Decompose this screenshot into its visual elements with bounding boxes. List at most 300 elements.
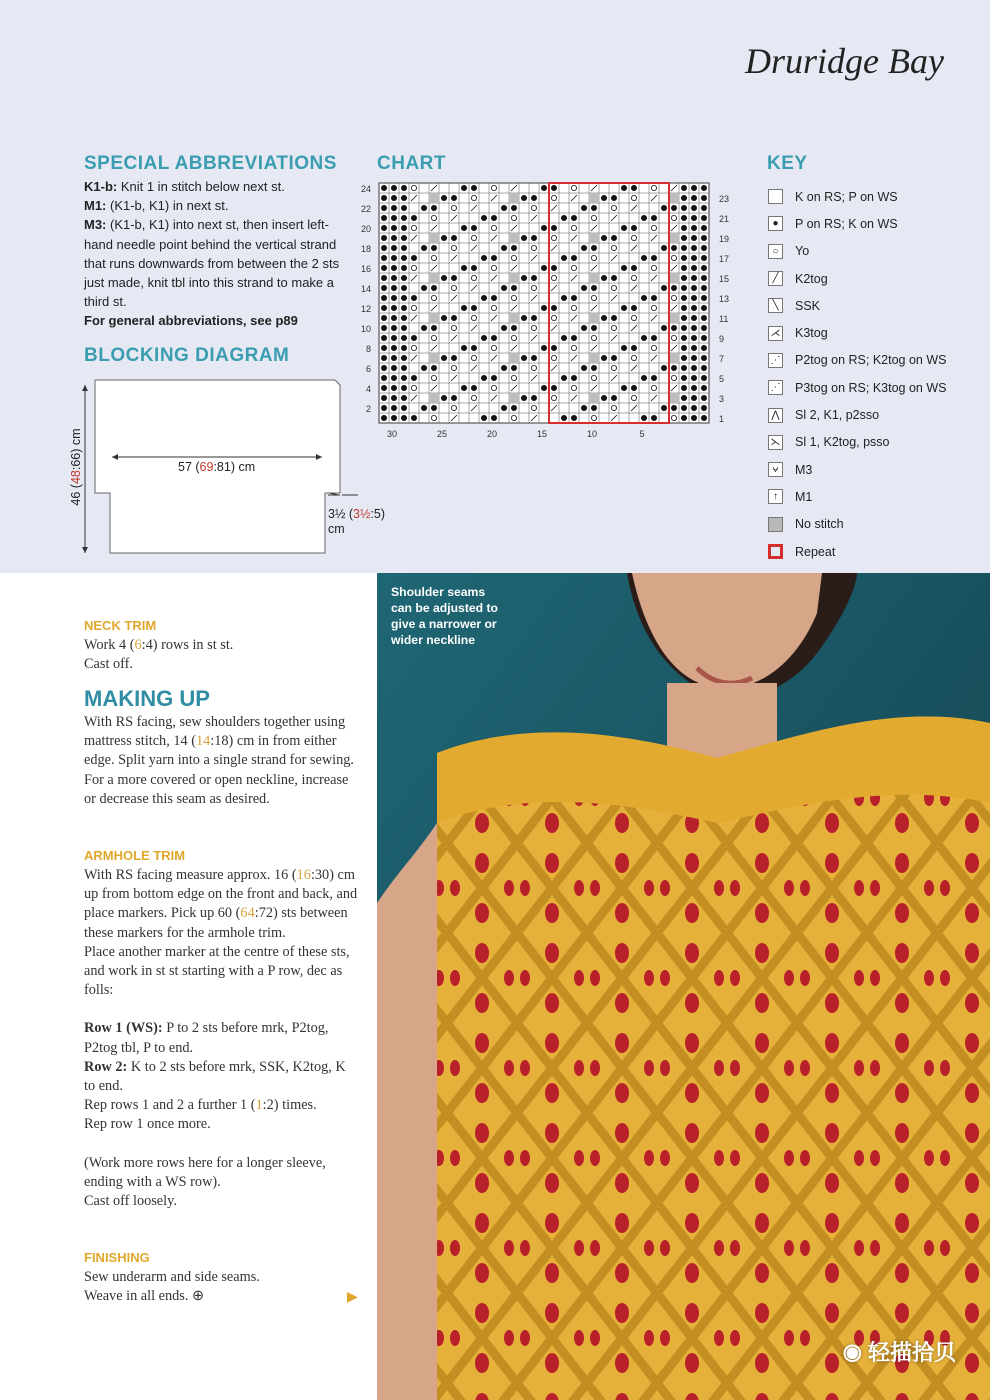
chart-row-label: 18 bbox=[360, 244, 371, 254]
key-symbol-icon: ╱ bbox=[768, 271, 783, 286]
chart-row-label: 7 bbox=[719, 354, 725, 364]
chart-purl-dot bbox=[481, 375, 487, 381]
chart-purl-dot bbox=[381, 285, 387, 291]
chart-purl-dot bbox=[391, 325, 397, 331]
chart-purl-dot bbox=[601, 395, 607, 401]
chart-row-label: 1 bbox=[719, 414, 725, 424]
chart-no-stitch bbox=[669, 353, 679, 363]
key-label: Yo bbox=[795, 244, 810, 259]
chart-purl-dot bbox=[691, 405, 697, 411]
key-label: SSK bbox=[795, 298, 821, 313]
key-item bbox=[767, 292, 977, 319]
key-item bbox=[767, 238, 977, 265]
chart-purl-dot bbox=[381, 405, 387, 411]
chart-purl-dot bbox=[631, 185, 637, 191]
chart-purl-dot bbox=[451, 395, 457, 401]
chart-no-stitch bbox=[669, 313, 679, 323]
chart-purl-dot bbox=[691, 315, 697, 321]
chart-purl-dot bbox=[701, 285, 707, 291]
chart-purl-dot bbox=[641, 255, 647, 261]
special-abbreviations-text bbox=[84, 177, 344, 331]
chart-purl-dot bbox=[531, 395, 537, 401]
chart-purl-dot bbox=[441, 275, 447, 281]
chart-purl-dot bbox=[511, 205, 517, 211]
chart-purl-dot bbox=[551, 225, 557, 231]
chart-purl-dot bbox=[671, 405, 677, 411]
chart-purl-dot bbox=[621, 185, 627, 191]
chart-purl-dot bbox=[391, 245, 397, 251]
chart-purl-dot bbox=[431, 205, 437, 211]
chart-purl-dot bbox=[471, 185, 477, 191]
chart-purl-dot bbox=[391, 345, 397, 351]
chart-purl-dot bbox=[571, 255, 577, 261]
chart-purl-dot bbox=[511, 325, 517, 331]
chart-purl-dot bbox=[601, 275, 607, 281]
chart-purl-dot bbox=[641, 375, 647, 381]
key-symbol-icon bbox=[768, 544, 783, 559]
chart-purl-dot bbox=[481, 215, 487, 221]
chart-purl-dot bbox=[641, 415, 647, 421]
chart-purl-dot bbox=[691, 415, 697, 421]
stitch-chart bbox=[355, 180, 735, 445]
chart-row-label: 13 bbox=[719, 294, 730, 304]
chart-purl-dot bbox=[701, 275, 707, 281]
key-label: P2tog on RS; K2tog on WS bbox=[795, 353, 947, 368]
chart-purl-dot bbox=[691, 395, 697, 401]
key-label: Sl 1, K2tog, psso bbox=[795, 435, 890, 450]
chart-purl-dot bbox=[681, 265, 687, 271]
chart-purl-dot bbox=[691, 325, 697, 331]
chart-purl-dot bbox=[631, 385, 637, 391]
chart-purl-dot bbox=[411, 415, 417, 421]
chart-purl-dot bbox=[381, 335, 387, 341]
blocking-diagram-heading: BLOCKING DIAGRAM bbox=[84, 345, 290, 366]
chart-purl-dot bbox=[421, 325, 427, 331]
chart-no-stitch bbox=[509, 393, 519, 403]
chart-purl-dot bbox=[681, 195, 687, 201]
chart-purl-dot bbox=[661, 365, 667, 371]
chart-purl-dot bbox=[501, 245, 507, 251]
chart-purl-dot bbox=[681, 295, 687, 301]
chart-purl-dot bbox=[581, 205, 587, 211]
chart-purl-dot bbox=[521, 275, 527, 281]
chart-purl-dot bbox=[701, 195, 707, 201]
chart-purl-dot bbox=[421, 365, 427, 371]
chart-purl-dot bbox=[461, 265, 467, 271]
chart-purl-dot bbox=[551, 265, 557, 271]
chart-purl-dot bbox=[391, 365, 397, 371]
chart-purl-dot bbox=[681, 355, 687, 361]
chart-purl-dot bbox=[431, 285, 437, 291]
chart-no-stitch bbox=[509, 193, 519, 203]
chart-col-label: 30 bbox=[386, 429, 398, 439]
chart-purl-dot bbox=[541, 185, 547, 191]
chart-purl-dot bbox=[681, 235, 687, 241]
key-symbol-icon: ⩝ bbox=[768, 462, 783, 477]
chart-purl-dot bbox=[381, 265, 387, 271]
chart-purl-dot bbox=[651, 215, 657, 221]
key-label: K2tog bbox=[795, 271, 828, 286]
chart-purl-dot bbox=[421, 205, 427, 211]
chart-purl-dot bbox=[391, 415, 397, 421]
chart-purl-dot bbox=[551, 305, 557, 311]
chart-purl-dot bbox=[441, 395, 447, 401]
chart-purl-dot bbox=[381, 185, 387, 191]
chart-purl-dot bbox=[691, 285, 697, 291]
chart-heading: CHART bbox=[377, 153, 446, 174]
chart-row-label: 23 bbox=[719, 194, 730, 204]
chart-purl-dot bbox=[691, 375, 697, 381]
chart-purl-dot bbox=[611, 275, 617, 281]
chart-no-stitch bbox=[429, 393, 439, 403]
chart-purl-dot bbox=[701, 225, 707, 231]
chart-purl-dot bbox=[691, 385, 697, 391]
chart-purl-dot bbox=[501, 325, 507, 331]
page-title: Druridge Bay bbox=[745, 41, 944, 81]
chart-no-stitch bbox=[589, 353, 599, 363]
chart-purl-dot bbox=[611, 315, 617, 321]
chart-purl-dot bbox=[701, 355, 707, 361]
chart-purl-dot bbox=[401, 225, 407, 231]
chart-purl-dot bbox=[381, 375, 387, 381]
chart-purl-dot bbox=[681, 335, 687, 341]
chart-no-stitch bbox=[589, 273, 599, 283]
chart-purl-dot bbox=[441, 195, 447, 201]
chart-purl-dot bbox=[391, 385, 397, 391]
chart-row-label: 8 bbox=[365, 344, 371, 354]
chart-purl-dot bbox=[701, 335, 707, 341]
chart-purl-dot bbox=[531, 315, 537, 321]
chart-purl-dot bbox=[521, 395, 527, 401]
neck-trim-heading: NECK TRIM bbox=[84, 618, 157, 633]
chart-purl-dot bbox=[381, 295, 387, 301]
chart-purl-dot bbox=[671, 245, 677, 251]
chart-purl-dot bbox=[391, 205, 397, 211]
chart-purl-dot bbox=[381, 315, 387, 321]
chart-purl-dot bbox=[691, 195, 697, 201]
chart-purl-dot bbox=[561, 255, 567, 261]
chart-no-stitch bbox=[509, 353, 519, 363]
chart-purl-dot bbox=[701, 215, 707, 221]
key-heading: KEY bbox=[767, 153, 808, 174]
chart-row-label: 5 bbox=[719, 374, 725, 384]
key-item bbox=[767, 511, 977, 538]
chart-purl-dot bbox=[601, 315, 607, 321]
chart-purl-dot bbox=[381, 385, 387, 391]
chart-purl-dot bbox=[401, 295, 407, 301]
chart-purl-dot bbox=[471, 225, 477, 231]
chart-purl-dot bbox=[671, 365, 677, 371]
chart-purl-dot bbox=[391, 405, 397, 411]
chart-purl-dot bbox=[461, 345, 467, 351]
chart-purl-dot bbox=[571, 335, 577, 341]
finishing-text: Sew underarm and side seams. Weave in all ends. ⊕ bbox=[84, 1269, 260, 1305]
chart-no-stitch bbox=[509, 273, 519, 283]
chart-purl-dot bbox=[451, 195, 457, 201]
chart-purl-dot bbox=[691, 225, 697, 231]
chart-purl-dot bbox=[401, 325, 407, 331]
chart-purl-dot bbox=[681, 345, 687, 351]
key-item bbox=[767, 483, 977, 510]
chart-purl-dot bbox=[681, 395, 687, 401]
chart-purl-dot bbox=[541, 385, 547, 391]
chart-purl-dot bbox=[401, 355, 407, 361]
chart-purl-dot bbox=[401, 235, 407, 241]
chart-purl-dot bbox=[401, 395, 407, 401]
chart-purl-dot bbox=[511, 365, 517, 371]
chart-purl-dot bbox=[401, 415, 407, 421]
chart-row-label: 21 bbox=[719, 214, 730, 224]
chart-purl-dot bbox=[401, 195, 407, 201]
chart-purl-dot bbox=[391, 195, 397, 201]
chart-purl-dot bbox=[681, 365, 687, 371]
chart-purl-dot bbox=[681, 185, 687, 191]
chart-purl-dot bbox=[621, 345, 627, 351]
chart-purl-dot bbox=[461, 385, 467, 391]
chart-purl-dot bbox=[481, 255, 487, 261]
chart-purl-dot bbox=[381, 395, 387, 401]
chart-purl-dot bbox=[701, 345, 707, 351]
chart-purl-dot bbox=[701, 265, 707, 271]
key-symbol-icon: ⋋ bbox=[768, 435, 783, 450]
key-label: K on RS; P on WS bbox=[795, 189, 898, 204]
chart-purl-dot bbox=[471, 265, 477, 271]
chart-purl-dot bbox=[641, 335, 647, 341]
chart-purl-dot bbox=[611, 235, 617, 241]
abbr-m1: M1: (K1-b, K1) in next st. bbox=[84, 198, 229, 214]
chart-purl-dot bbox=[531, 355, 537, 361]
chart-purl-dot bbox=[701, 405, 707, 411]
chart-purl-dot bbox=[421, 285, 427, 291]
chart-purl-dot bbox=[391, 305, 397, 311]
chart-purl-dot bbox=[581, 365, 587, 371]
special-abbreviations-heading: SPECIAL ABBREVIATIONS bbox=[84, 153, 337, 174]
chart-purl-dot bbox=[681, 215, 687, 221]
key-symbol-icon bbox=[768, 517, 783, 532]
chart-purl-dot bbox=[401, 345, 407, 351]
chart-no-stitch bbox=[509, 233, 519, 243]
chart-purl-dot bbox=[461, 225, 467, 231]
chart-purl-dot bbox=[391, 395, 397, 401]
chart-purl-dot bbox=[581, 285, 587, 291]
photo-caption: Shoulder seams can be adjusted to give a narrower or wider neckline bbox=[391, 585, 498, 647]
chart-purl-dot bbox=[421, 245, 427, 251]
chart-purl-dot bbox=[411, 335, 417, 341]
chart-purl-dot bbox=[651, 255, 657, 261]
end-mark-icon: ⊕ bbox=[192, 1288, 205, 1305]
chart-purl-dot bbox=[591, 245, 597, 251]
chart-purl-dot bbox=[401, 385, 407, 391]
chart-purl-dot bbox=[541, 345, 547, 351]
chart-purl-dot bbox=[401, 275, 407, 281]
chart-purl-dot bbox=[451, 315, 457, 321]
chart-purl-dot bbox=[401, 205, 407, 211]
chart-purl-dot bbox=[701, 415, 707, 421]
chart-no-stitch bbox=[669, 393, 679, 403]
chart-col-label: 10 bbox=[586, 429, 598, 439]
chart-row-label: 11 bbox=[719, 314, 729, 324]
chart-purl-dot bbox=[511, 405, 517, 411]
chart-purl-dot bbox=[701, 365, 707, 371]
chart-purl-dot bbox=[681, 255, 687, 261]
chart-purl-dot bbox=[401, 335, 407, 341]
chart-col-label: 25 bbox=[436, 429, 448, 439]
chart-purl-dot bbox=[591, 205, 597, 211]
chart-no-stitch bbox=[429, 353, 439, 363]
chart-purl-dot bbox=[381, 215, 387, 221]
key-symbol-icon: ○ bbox=[768, 244, 783, 259]
chart-purl-dot bbox=[691, 295, 697, 301]
chart-purl-dot bbox=[691, 205, 697, 211]
chart-purl-dot bbox=[671, 285, 677, 291]
chart-purl-dot bbox=[391, 275, 397, 281]
chart-purl-dot bbox=[681, 315, 687, 321]
key-item bbox=[767, 538, 977, 565]
chart-purl-dot bbox=[681, 285, 687, 291]
chart-purl-dot bbox=[691, 265, 697, 271]
key-item bbox=[767, 374, 977, 401]
chart-purl-dot bbox=[621, 385, 627, 391]
chart-purl-dot bbox=[381, 245, 387, 251]
chart-purl-dot bbox=[491, 215, 497, 221]
chart-purl-dot bbox=[691, 185, 697, 191]
chart-row-label: 9 bbox=[719, 334, 725, 344]
chart-purl-dot bbox=[401, 285, 407, 291]
chart-purl-dot bbox=[551, 345, 557, 351]
key-label: M1 bbox=[795, 489, 813, 504]
chart-purl-dot bbox=[641, 295, 647, 301]
chart-purl-dot bbox=[691, 345, 697, 351]
sweater-photo bbox=[377, 573, 990, 1400]
chart-no-stitch bbox=[429, 233, 439, 243]
key-symbol-icon: ⋌ bbox=[768, 326, 783, 341]
chart-purl-dot bbox=[431, 365, 437, 371]
chart-purl-dot bbox=[381, 275, 387, 281]
chart-purl-dot bbox=[631, 265, 637, 271]
chart-no-stitch bbox=[669, 273, 679, 283]
chart-purl-dot bbox=[561, 215, 567, 221]
chart-purl-dot bbox=[381, 355, 387, 361]
chart-row-label: 15 bbox=[719, 274, 730, 284]
key-item bbox=[767, 265, 977, 292]
chart-no-stitch bbox=[509, 313, 519, 323]
chart-purl-dot bbox=[681, 325, 687, 331]
chart-purl-dot bbox=[381, 345, 387, 351]
chart-purl-dot bbox=[701, 255, 707, 261]
key-symbol-icon: ╲ bbox=[768, 298, 783, 313]
chart-purl-dot bbox=[391, 375, 397, 381]
chart-no-stitch bbox=[669, 193, 679, 203]
neck-trim-text: Work 4 (6:4) rows in st st. Cast off. bbox=[84, 637, 234, 673]
chart-purl-dot bbox=[681, 205, 687, 211]
chart-purl-dot bbox=[681, 415, 687, 421]
chart-purl-dot bbox=[461, 185, 467, 191]
chart-purl-dot bbox=[681, 245, 687, 251]
chart-purl-dot bbox=[401, 375, 407, 381]
chart-purl-dot bbox=[401, 215, 407, 221]
chart-purl-dot bbox=[561, 375, 567, 381]
chart-row-label: 20 bbox=[360, 224, 371, 234]
chart-purl-dot bbox=[571, 295, 577, 301]
chart-purl-dot bbox=[701, 295, 707, 301]
chart-purl-dot bbox=[491, 255, 497, 261]
chart-purl-dot bbox=[701, 185, 707, 191]
chart-purl-dot bbox=[611, 195, 617, 201]
chart-purl-dot bbox=[691, 275, 697, 281]
chart-purl-dot bbox=[381, 235, 387, 241]
armhole-trim-heading: ARMHOLE TRIM bbox=[84, 848, 186, 863]
chart-purl-dot bbox=[481, 335, 487, 341]
chart-purl-dot bbox=[621, 265, 627, 271]
chart-no-stitch bbox=[589, 313, 599, 323]
key-item bbox=[767, 401, 977, 428]
blocking-width-label: 57 (69:81) cm bbox=[178, 460, 256, 474]
chart-purl-dot bbox=[691, 335, 697, 341]
chart-col-label: 20 bbox=[486, 429, 498, 439]
chart-purl-dot bbox=[571, 375, 577, 381]
chart-purl-dot bbox=[421, 405, 427, 411]
chart-purl-dot bbox=[551, 185, 557, 191]
chart-purl-dot bbox=[561, 295, 567, 301]
chart-purl-dot bbox=[541, 225, 547, 231]
chart-purl-dot bbox=[581, 245, 587, 251]
chart-purl-dot bbox=[401, 265, 407, 271]
chart-purl-dot bbox=[661, 285, 667, 291]
key-label: Sl 2, K1, p2sso bbox=[795, 408, 880, 423]
chart-purl-dot bbox=[531, 275, 537, 281]
key-item bbox=[767, 347, 977, 374]
chart-purl-dot bbox=[701, 375, 707, 381]
chart-purl-dot bbox=[391, 185, 397, 191]
chart-row-label: 4 bbox=[365, 384, 371, 394]
chart-purl-dot bbox=[391, 255, 397, 261]
chart-purl-dot bbox=[651, 415, 657, 421]
chart-purl-dot bbox=[691, 255, 697, 261]
chart-row-label: 12 bbox=[360, 304, 371, 314]
chart-purl-dot bbox=[391, 265, 397, 271]
chart-purl-dot bbox=[391, 285, 397, 291]
chart-purl-dot bbox=[641, 215, 647, 221]
chart-purl-dot bbox=[451, 235, 457, 241]
chart-purl-dot bbox=[411, 255, 417, 261]
chart-purl-dot bbox=[651, 295, 657, 301]
key-symbol-icon: ⋰ bbox=[768, 353, 783, 368]
chart-purl-dot bbox=[561, 415, 567, 421]
chart-purl-dot bbox=[401, 185, 407, 191]
chart-purl-dot bbox=[701, 395, 707, 401]
finishing-heading: FINISHING bbox=[84, 1250, 150, 1265]
key-item bbox=[767, 429, 977, 456]
chart-purl-dot bbox=[701, 315, 707, 321]
chart-row-label: 16 bbox=[360, 264, 371, 274]
chart-purl-dot bbox=[481, 295, 487, 301]
chart-purl-dot bbox=[591, 325, 597, 331]
chart-purl-dot bbox=[441, 355, 447, 361]
chart-purl-dot bbox=[691, 365, 697, 371]
chart-purl-dot bbox=[471, 385, 477, 391]
chart-purl-dot bbox=[381, 205, 387, 211]
key-item bbox=[767, 183, 977, 210]
chart-purl-dot bbox=[631, 225, 637, 231]
chart-purl-dot bbox=[591, 365, 597, 371]
continue-arrow-icon: ▶ bbox=[347, 1288, 358, 1304]
chart-purl-dot bbox=[511, 285, 517, 291]
chart-purl-dot bbox=[441, 315, 447, 321]
chart-grid bbox=[355, 180, 735, 445]
chart-row-label: 19 bbox=[719, 234, 730, 244]
chart-purl-dot bbox=[531, 195, 537, 201]
chart-purl-dot bbox=[651, 335, 657, 341]
